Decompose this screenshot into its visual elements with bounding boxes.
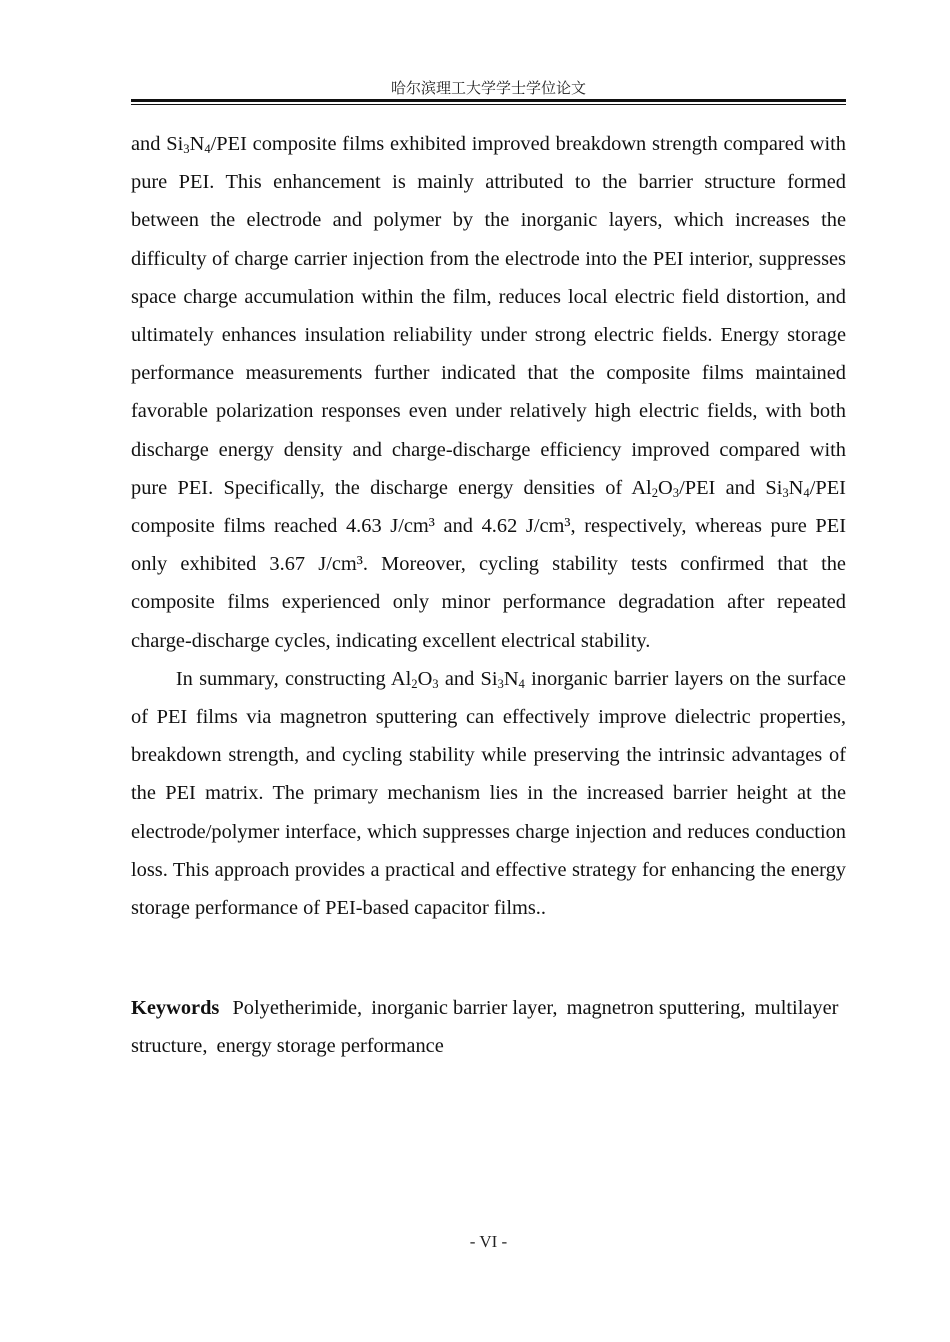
abstract-paragraph-2: In summary, constructing $Al_2O_3$ and $Si_3N_4$ inorganic barrier layers on the surface of PEI films via magnetron sputtering can effectively improve dielectric properties, breakdown strength, and cycling stability while preserving the intrinsic advantages of the PEI matrix. The primary mechanism lies in the increased barrier height at the electrode/polymer interface, which suppresses charge injection and reduces conduction loss. This approach provides a practical and effective strategy for enhancing the energy storage performance of PEI-based capacitor films.. — [131, 667, 846, 920]
keyword-item: Polyetherimide, — [232, 997, 363, 1019]
keyword-item: magnetron sputtering, — [566, 997, 746, 1019]
abstract-body — [131, 125, 846, 927]
keyword-item: multilayer structure, — [131, 997, 839, 1058]
running-header: 哈尔滨理工大学学士学位论文 — [390, 79, 586, 97]
header-rule-thick — [131, 99, 846, 102]
keyword-item: energy storage performance — [216, 1035, 444, 1058]
keywords-block — [131, 989, 846, 1065]
keywords-label: Keywords — [131, 997, 220, 1019]
keyword-item: inorganic barrier layer, — [371, 997, 558, 1019]
header-rule-thin — [131, 104, 846, 105]
abstract-paragraph-1: and $Si_3N_4$/PEI composite films exhibited improved breakdown strength compared with pure PEI. This enhancement is mainly attributed to the barrier structure formed between the electrode and polymer by the inorganic layers, which increases the difficulty of charge carrier injection from the electrode into the PEI interior, suppresses space charge accumulation within the film, reduces local electric field distortion, and ultimately enhances insulation reliability under strong electric fields. Energy storage performance measurements further indicated that the composite films maintained favorable polarization responses even under relatively high electric fields, with both discharge energy density and charge-discharge efficiency improved compared with pure PEI. Specifically, the discharge energy densities of $Al_2O_3$/PEI and $Si_3N_4$/PEI composite films reached 4.63 J/cm³ and 4.62 J/cm³, respectively, whereas pure PEI only exhibited 3.67 J/cm³. Moreover, cycling stability tests confirmed that the composite films experienced only minor performance degradation after repeated charge-discharge cycles, indicating excellent electrical stability. — [131, 133, 847, 652]
page-number: - VI - — [469, 1232, 508, 1251]
